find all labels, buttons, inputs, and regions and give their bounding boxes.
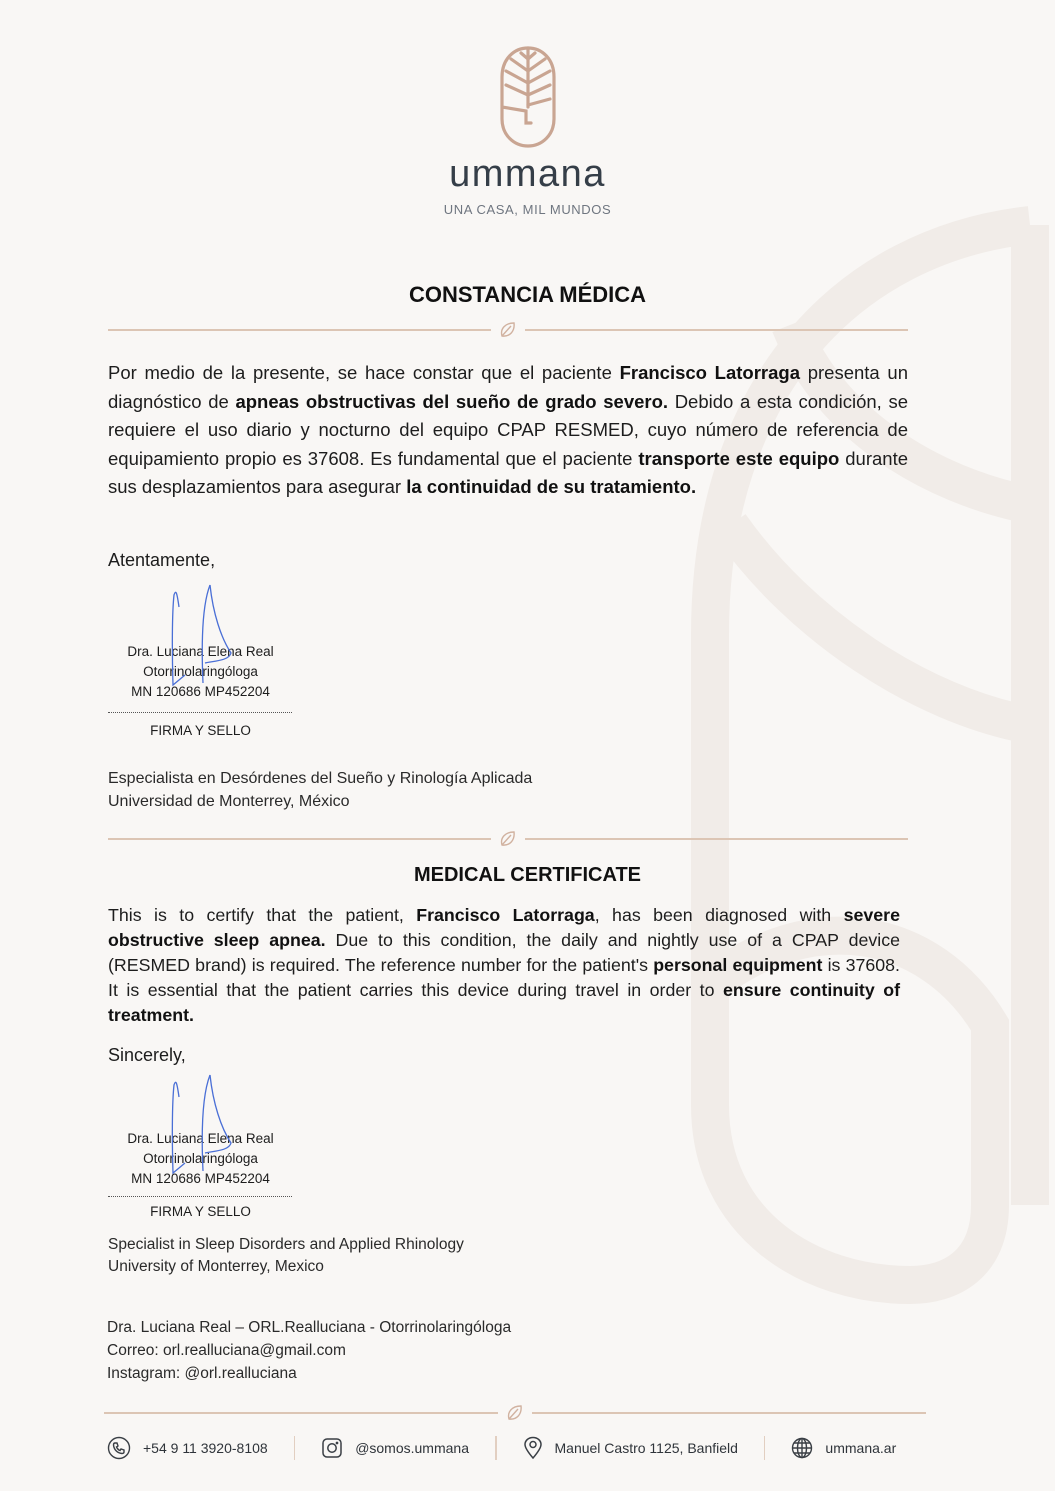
instagram-icon (321, 1437, 343, 1459)
credential-line: Especialista en Desórdenes del Sueño y Rinología Aplicada (108, 770, 533, 787)
certificate-body-english: This is to certify that the patient, Francisco Latorraga, has been diagnosed with severe obstructive sleep apnea. Due to this condition, the daily and nightly use of a CPAP device (RESMED brand) is required. The reference number for the patient's personal equipment is 37608. It is essential that the patient carries this device during travel in order to ensure continuity of treatment. (108, 905, 900, 1025)
leaf-icon (499, 830, 517, 848)
footer-separator (495, 1436, 497, 1460)
signature-block-english (108, 1073, 293, 1223)
doctor-specialty: Otorrinolaringóloga (143, 664, 258, 679)
handwritten-signature (163, 583, 243, 693)
page-title-english: MEDICAL CERTIFICATE (413, 864, 642, 886)
doctor-contact-info (107, 1316, 511, 1385)
section-divider (108, 320, 908, 340)
brand-name: ummana (449, 153, 606, 195)
location-pin-icon (523, 1436, 543, 1460)
footer-separator (294, 1436, 296, 1460)
signature-caption: FIRMA Y SELLO (150, 1204, 251, 1219)
footer-instagram-text: @somos.ummana (355, 1440, 469, 1456)
credential-line: University of Monterrey, Mexico (108, 1258, 324, 1275)
footer-contact-bar (107, 1436, 907, 1460)
doctor-license: MN 120686 MP452204 (131, 1171, 270, 1186)
doctor-name: Dra. Luciana Elena Real (127, 1131, 274, 1146)
credential-line: Universidad de Monterrey, México (108, 793, 350, 810)
footer-instagram[interactable] (321, 1437, 469, 1459)
contact-name-line: Dra. Luciana Real – ORL.Realluciana - Otorrinolaringóloga (107, 1319, 512, 1336)
ummana-leaf-face-icon (496, 45, 560, 149)
credentials-english (108, 1234, 464, 1278)
signature-caption: FIRMA Y SELLO (150, 723, 251, 738)
handwritten-signature (163, 1073, 243, 1183)
closing-spanish: Atentamente, (108, 550, 216, 570)
contact-email-line[interactable]: Correo: orl.realluciana@gmail.com (107, 1342, 346, 1359)
certificate-body-spanish: Por medio de la presente, se hace constar que el paciente Francisco Latorraga presenta un diagnóstico de apneas obstructivas del sueño de grado severo. Debido a esta condición, se requiere el uso diario y nocturno del equipo CPAP RESMED, cuyo número de referencia de equipamiento propio es 37608. Es fundamental que el paciente transporte este equipo durante sus desplazamientos para asegurar la continuidad de su tratamiento. (108, 362, 908, 497)
doctor-license: MN 120686 MP452204 (131, 684, 270, 699)
doctor-specialty: Otorrinolaringóloga (143, 1151, 258, 1166)
footer-address-text: Manuel Castro 1125, Banfield (554, 1440, 738, 1456)
closing-english: Sincerely, (108, 1045, 186, 1065)
footer-phone[interactable] (107, 1436, 268, 1460)
doctor-name: Dra. Luciana Elena Real (127, 644, 274, 659)
contact-instagram-line[interactable]: Instagram: @orl.realluciana (107, 1365, 297, 1382)
credential-line: Specialist in Sleep Disorders and Applied Rhinology (108, 1236, 464, 1253)
phone-icon (107, 1436, 131, 1460)
globe-icon (791, 1437, 813, 1459)
leaf-icon (506, 1404, 524, 1422)
footer-phone-text: +54 9 11 3920-8108 (143, 1440, 268, 1456)
footer-separator (764, 1436, 766, 1460)
footer-address[interactable] (523, 1436, 738, 1460)
footer-website[interactable] (791, 1437, 896, 1459)
section-divider (108, 829, 908, 849)
page-title-spanish: CONSTANCIA MÉDICA (408, 282, 647, 307)
signature-block-spanish (108, 583, 293, 743)
footer-divider (104, 1403, 926, 1423)
credentials-spanish (108, 767, 532, 813)
footer-website-text: ummana.ar (825, 1440, 897, 1456)
brand-logo (0, 45, 1055, 217)
brand-tagline: UNA CASA, MIL MUNDOS (443, 202, 612, 217)
leaf-icon (499, 321, 517, 339)
